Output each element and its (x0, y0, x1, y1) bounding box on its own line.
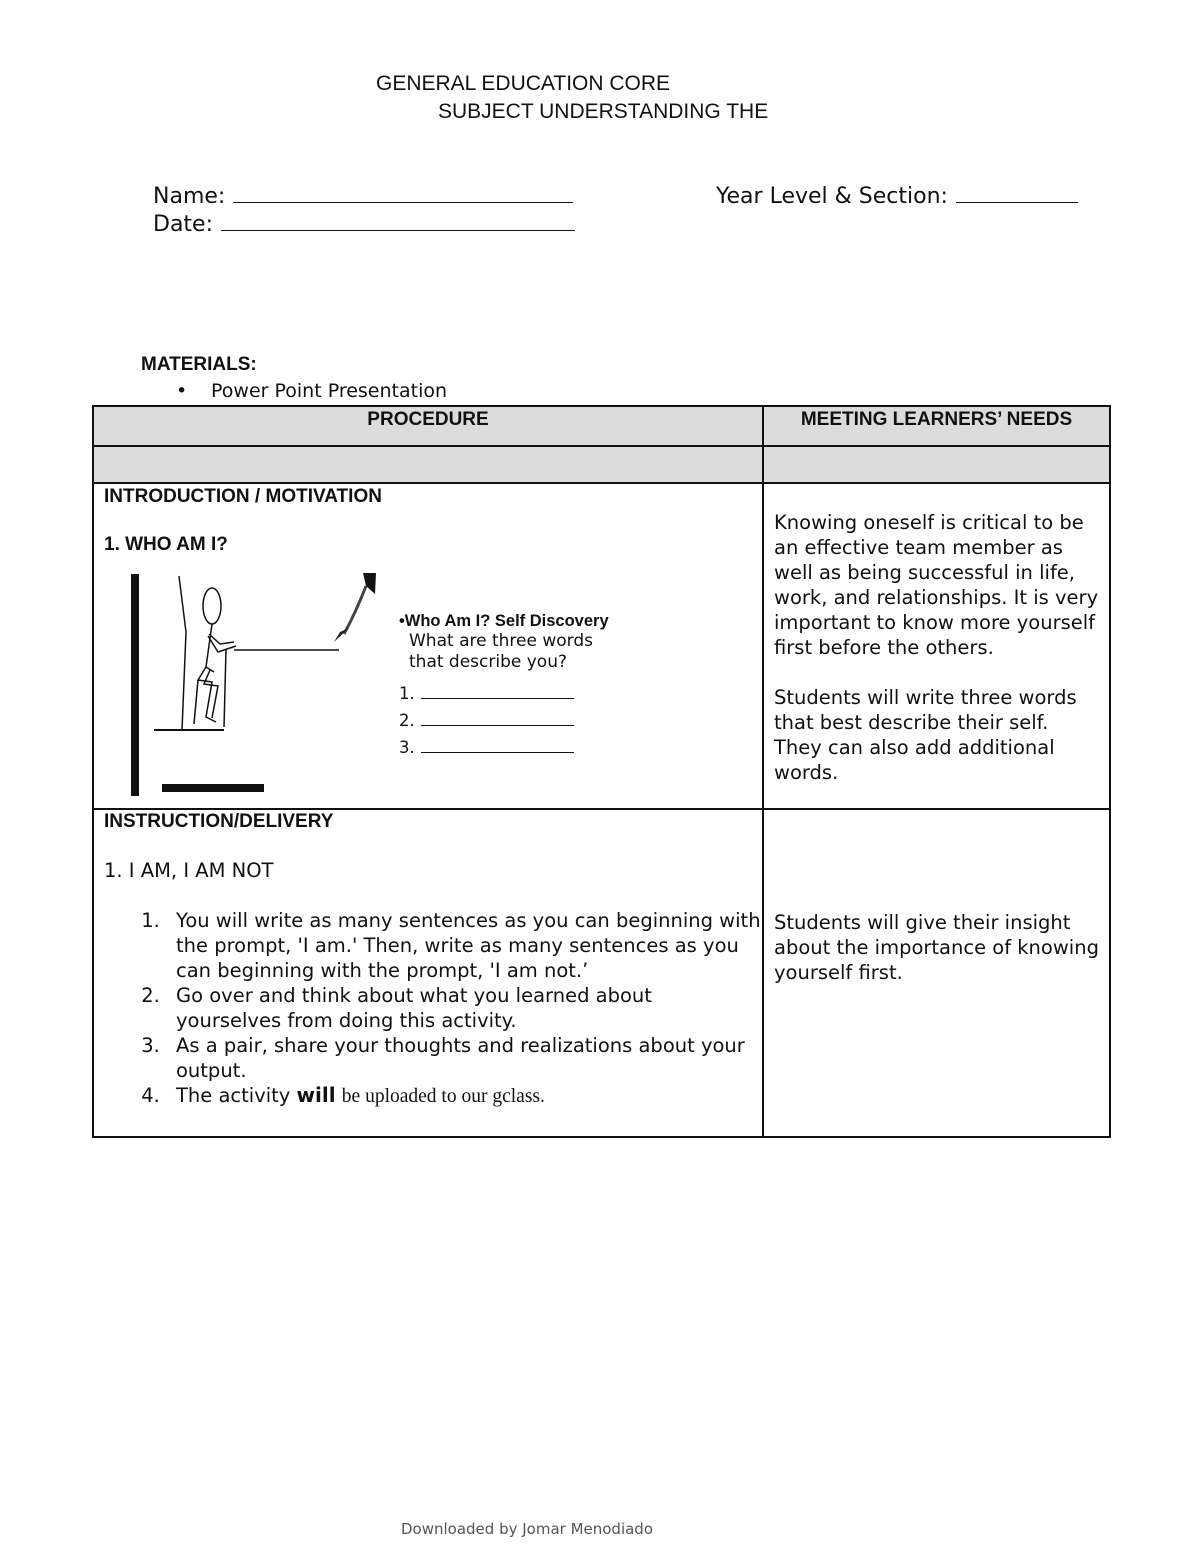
list-item: 3. As a pair, share your thoughts and realizations about your output. (166, 1033, 762, 1083)
doc-title-line2: SUBJECT UNDERSTANDING THE (438, 100, 769, 123)
intro-procedure-cell (93, 483, 763, 809)
blank-cell (93, 446, 763, 483)
table-row (93, 809, 1110, 1137)
year-section-field (716, 180, 1078, 209)
learners-needs-header: MEETING LEARNERS’ NEEDS (763, 406, 1110, 446)
instruction-needs-text: Students will give their insight about the importance of knowing yourself first. (774, 911, 1099, 984)
name-blank[interactable] (233, 180, 573, 203)
year-section-blank[interactable] (956, 180, 1078, 203)
slide-heading-text: Who Am I? Self Discovery (404, 612, 609, 630)
procedure-header: PROCEDURE (93, 406, 763, 446)
list-item: 1. You will write as many sentences as you can beginning with the prompt, 'I am.' Then, write as many sentences as you can beginning with the prompt, 'I am not.’ (166, 908, 762, 983)
intro-activity-title: 1. WHO AM I? (104, 534, 228, 555)
intro-needs-paragraph-1: Knowing oneself is critical to be an effective team member as well as being successful in life, work, and relationships. It is very important to know more yourself first before the others. (774, 511, 1099, 659)
step4-part-b: will (296, 1083, 336, 1107)
date-field (153, 208, 575, 237)
materials-item (176, 380, 447, 402)
download-footer: Downloaded by Jomar Menodiado (400, 1520, 654, 1538)
table-row (93, 483, 1110, 809)
bullet-icon: • (176, 380, 188, 402)
date-blank[interactable] (221, 208, 575, 231)
instruction-steps (94, 908, 762, 1109)
name-field (153, 180, 573, 209)
slide-blank-item: 3. (399, 734, 574, 761)
slide-bullet: • (399, 612, 405, 630)
lesson-plan-table (92, 405, 1111, 1138)
date-label: Date: (153, 212, 213, 237)
list-item (166, 1083, 762, 1109)
step4-part-a: The activity (176, 1084, 291, 1107)
materials-title: MATERIALS: (141, 354, 257, 375)
slide-image (94, 572, 754, 807)
slide-blank-item: 1. (399, 680, 574, 707)
slide-question (409, 631, 593, 673)
intro-needs-paragraph-2: Students will write three words that best describe their self. They can also add additional words. (774, 686, 1077, 784)
blank-cell (763, 446, 1110, 483)
instruction-activity-title: 1. I AM, I AM NOT (104, 859, 274, 882)
year-section-label: Year Level & Section: (716, 184, 948, 209)
slide-question-line1: What are three words (409, 631, 593, 651)
slide-blanks (399, 680, 574, 761)
instruction-title: INSTRUCTION/DELIVERY (104, 811, 334, 832)
slide-blank-item: 2. (399, 707, 574, 734)
slide-question-line2: that describe you? (409, 652, 568, 672)
slide-heading (399, 612, 609, 631)
table-blank-row (93, 446, 1110, 483)
doc-title-line1: GENERAL EDUCATION CORE (376, 72, 671, 95)
name-label: Name: (153, 184, 226, 209)
intro-title: INTRODUCTION / MOTIVATION (104, 486, 382, 507)
table-header-row (93, 406, 1110, 446)
materials-item-label: Power Point Presentation (211, 380, 448, 402)
instruction-procedure-cell (93, 809, 763, 1137)
list-item: 2. Go over and think about what you learned about yourselves from doing this activity. (166, 983, 762, 1033)
step4-part-c: be uploaded to our gclass. (341, 1086, 545, 1107)
intro-needs-cell (763, 483, 1110, 809)
instruction-needs-cell (763, 809, 1110, 1137)
